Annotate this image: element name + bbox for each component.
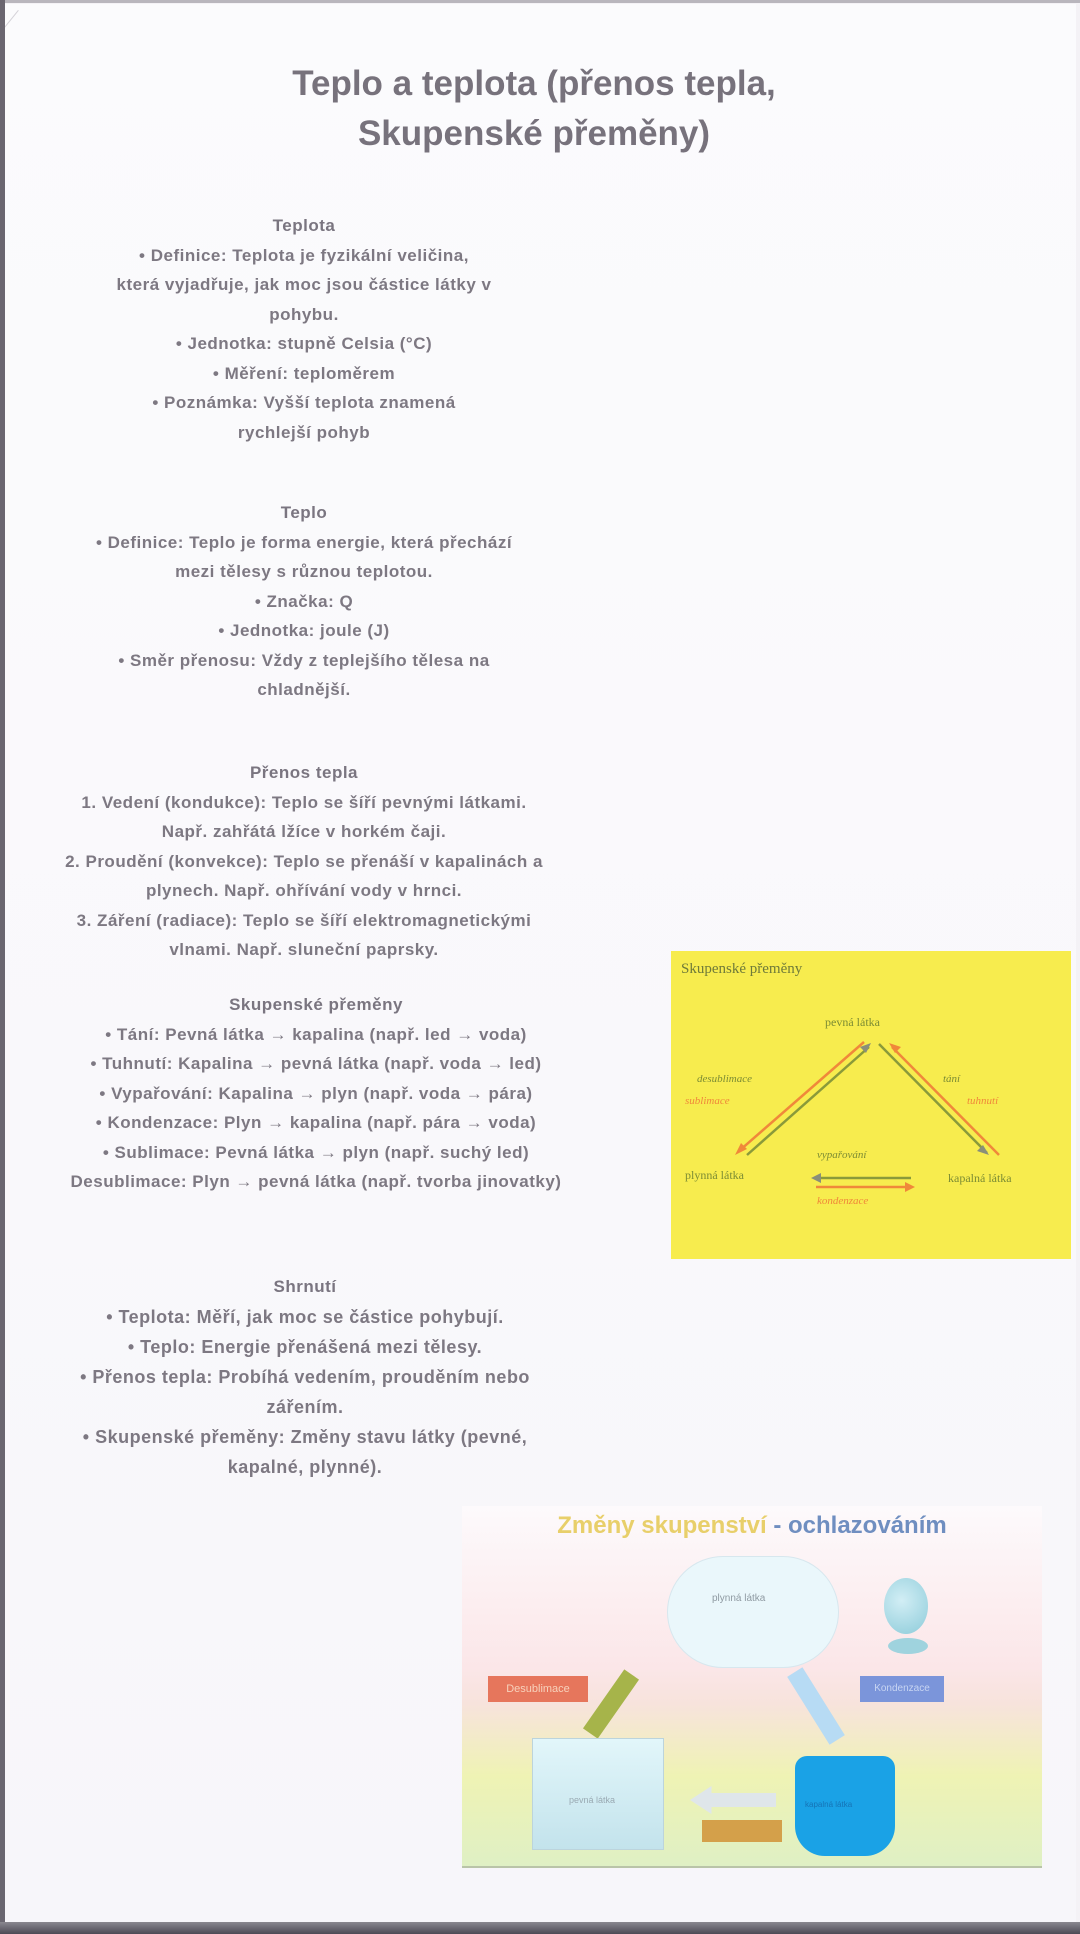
title-line-2: Skupenské přeměny) (357, 114, 711, 153)
ice-cube-icon (532, 1738, 664, 1850)
text-line: pohybu. (269, 304, 339, 324)
globe-icon (884, 1578, 928, 1634)
label-gas: plynná látka (685, 1168, 744, 1182)
screen-frame-top (0, 0, 1080, 3)
label-desublimace: desublimace (697, 1073, 752, 1085)
cooling-image-title (462, 1512, 1042, 1540)
text-line: • Poznámka: Vyšší teplota znamená (152, 393, 456, 412)
text-line: • Skupenské přeměny: Změny stavu látky (pevné, (82, 1427, 528, 1447)
arrow-down-right-icon (787, 1667, 845, 1744)
desublimace-tag: Desublimace (488, 1676, 588, 1702)
text-line: 1. Vedení (kondukce): Teplo se šíří pevnými látkami. (81, 792, 527, 812)
text-line: • Značka: Q (254, 591, 354, 611)
text-line: • Směr přenosu: Vždy z teplejšího tělesa na (118, 650, 490, 670)
text-line: plynech. Např. ohřívání vody v hrnci. (145, 881, 463, 900)
gas-cloud-icon (667, 1556, 839, 1668)
section-skupenske-premeny (0, 990, 636, 1197)
cooling-title-sep: - (766, 1512, 788, 1539)
label-tuhnuti: tuhnutí (967, 1095, 999, 1107)
section-heading: Přenos tepla (249, 763, 359, 782)
section-heading: Teplota (272, 216, 336, 235)
screen-frame-left (0, 0, 5, 1934)
text-line: zářením. (266, 1397, 344, 1417)
text-line: rychlejší pohyb (237, 422, 371, 442)
diagram-title: Skupenské přeměny (681, 961, 803, 977)
section-shrnuti (0, 1272, 610, 1482)
beaker-label: kapalná látka (805, 1800, 853, 1809)
label-kondenzace: kondenzace (817, 1195, 869, 1207)
document-page (4, 4, 1076, 1926)
diagram-arrows (671, 951, 1071, 1259)
section-prenos-tepla (4, 758, 604, 965)
phase-change-diagram (671, 951, 1071, 1259)
label-vyparovani: vypařování (817, 1149, 867, 1161)
text-line: • Vypařování: Kapalina → plyn (např. voda → pára) (99, 1083, 533, 1103)
text-line: • Měření: teploměrem (212, 363, 396, 383)
text-line: mezi tělesy s různou teplotou. (175, 562, 433, 581)
text-line: 2. Proudění (konvekce): Teplo se přenáší v kapalinách a (65, 851, 543, 871)
cooling-title-part2: ochlazováním (788, 1512, 947, 1539)
water-beaker-icon (795, 1756, 895, 1856)
text-line: chladnější. (257, 680, 351, 699)
label-tani: tání (943, 1073, 961, 1085)
text-line: • Teplo: Energie přenášená mezi tělesy. (127, 1337, 483, 1357)
cloud-label: plynná látka (712, 1593, 766, 1604)
arrow-down-left-icon (583, 1669, 639, 1738)
text-line: • Teplota: Měří, jak moc se částice pohybují. (106, 1307, 504, 1327)
section-heading: Shrnutí (273, 1277, 337, 1296)
text-line: • Jednotka: joule (J) (218, 621, 390, 640)
screen-frame-bottom (0, 1922, 1080, 1934)
arrow-left-icon (690, 1786, 776, 1814)
label-sublimace: sublimace (685, 1095, 730, 1107)
cube-label: pevná látka (569, 1795, 616, 1805)
text-line: • Kondenzace: Plyn → kapalina (např. pára → voda) (95, 1113, 537, 1132)
document-title (184, 59, 884, 159)
text-line: • Sublimace: Pevná látka → plyn (např. suchý led) (102, 1142, 530, 1162)
text-line: 3. Záření (radiace): Teplo se šíří elektromagnetickými (76, 910, 532, 930)
section-heading: Teplo (280, 503, 328, 522)
text-line: • Jednotka: stupně Celsia (°C) (175, 334, 433, 353)
text-line: • Tuhnutí: Kapalina → pevná látka (např. voda → led) (90, 1054, 542, 1073)
text-line: vlnami. Např. sluneční paprsky. (169, 940, 439, 959)
text-line: Desublimace: Plyn → pevná látka (např. tvorba jinovatky) (70, 1172, 562, 1191)
text-line: • Přenos tepla: Probíhá vedením, prouděním nebo (80, 1367, 530, 1387)
text-line: • Definice: Teplota je fyzikální veličina, (139, 245, 469, 265)
kondenzace-tag: Kondenzace (860, 1676, 944, 1702)
label-liquid: kapalná látka (948, 1171, 1012, 1185)
cooling-title-part1: Změny skupenství (557, 1512, 767, 1539)
text-line: kapalné, plynné). (227, 1457, 383, 1477)
text-line: • Tání: Pevná látka → kapalina (např. led → voda) (105, 1024, 527, 1044)
section-teplota (4, 211, 604, 447)
tuhnuti-tag (702, 1820, 782, 1842)
title-line-1: Teplo a teplota (přenos tepla, (292, 64, 776, 103)
text-line: • Definice: Teplo je forma energie, která přechází (95, 532, 513, 552)
section-heading: Skupenské přeměny (229, 995, 403, 1014)
text-line: Např. zahřátá lžíce v horkém čaji. (161, 822, 447, 841)
globe-base-icon (888, 1638, 928, 1654)
text-line: která vyjadřuje, jak moc jsou částice látky v (116, 275, 492, 294)
section-teplo (4, 498, 604, 705)
label-solid: pevná látka (825, 1015, 880, 1029)
cooling-phase-image (462, 1506, 1042, 1868)
